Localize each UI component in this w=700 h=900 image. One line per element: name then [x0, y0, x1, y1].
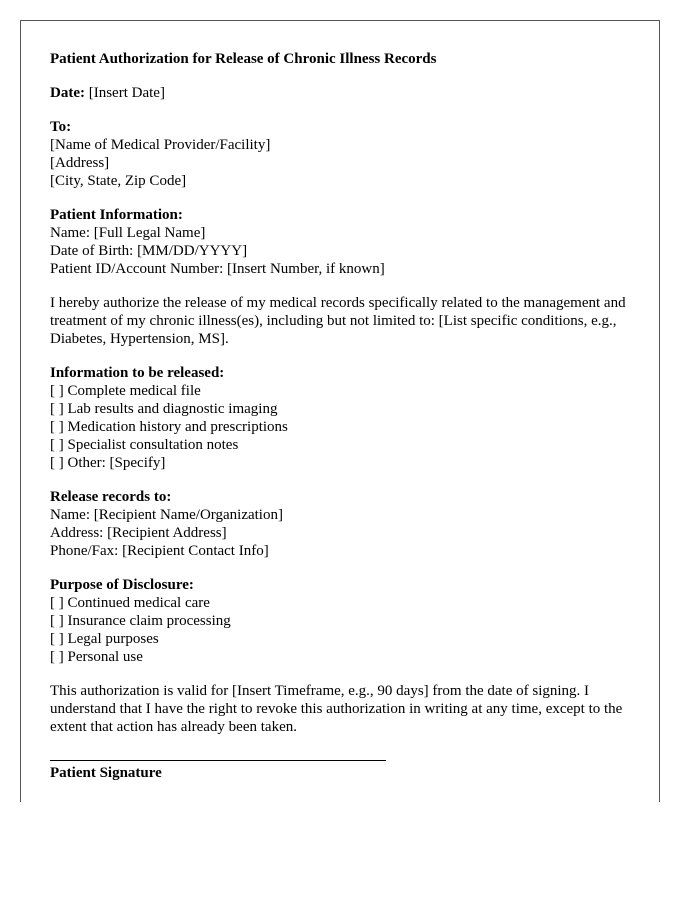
date-section	[50, 84, 640, 102]
information-released-label: Information to be released:	[50, 365, 225, 381]
checkbox-item-legal: [ ] Legal purposes	[50, 631, 159, 647]
date-label: Date:	[50, 85, 85, 101]
checkbox-item-personal: [ ] Personal use	[50, 649, 143, 665]
information-released-section	[50, 364, 640, 472]
checkbox-item-medication-history: [ ] Medication history and prescriptions	[50, 419, 288, 435]
patient-dob-line: Date of Birth: [MM/DD/YYYY]	[50, 243, 248, 259]
purpose-label: Purpose of Disclosure:	[50, 577, 194, 593]
checkbox-item-specialist-notes: [ ] Specialist consultation notes	[50, 437, 239, 453]
date-value: [Insert Date]	[88, 85, 165, 101]
document-page	[20, 20, 660, 802]
checkbox-item-complete-file: [ ] Complete medical file	[50, 383, 201, 399]
purpose-section	[50, 576, 640, 666]
signature-label: Patient Signature	[50, 765, 162, 781]
patient-id-line: Patient ID/Account Number: [Insert Number, if known]	[50, 261, 385, 277]
checkbox-item-lab-results: [ ] Lab results and diagnostic imaging	[50, 401, 278, 417]
validity-paragraph: This authorization is valid for [Insert Timeframe, e.g., 90 days] from the date of signing. I understand that I have the right to revoke this authorization in writing at any time, except to the extent that action has already been taken.	[50, 683, 623, 735]
patient-name-line: Name: [Full Legal Name]	[50, 225, 206, 241]
signature-line	[50, 760, 386, 761]
to-address: [Address]	[50, 155, 110, 171]
checkbox-item-medical-care: [ ] Continued medical care	[50, 595, 210, 611]
checkbox-item-other: [ ] Other: [Specify]	[50, 455, 166, 471]
recipient-name-line: Name: [Recipient Name/Organization]	[50, 507, 283, 523]
to-label: To:	[50, 119, 72, 135]
to-section	[50, 118, 640, 190]
release-to-section	[50, 488, 640, 560]
recipient-address-line: Address: [Recipient Address]	[50, 525, 227, 541]
checkbox-item-insurance: [ ] Insurance claim processing	[50, 613, 231, 629]
patient-info-section	[50, 206, 640, 278]
release-to-label: Release records to:	[50, 489, 172, 505]
authorization-paragraph: I hereby authorize the release of my medical records specifically related to the management and treatment of my chronic illness(es), including but not limited to: [List specific conditions, e.g., Diabetes, Hypertension, MS].	[50, 295, 626, 347]
document-title: Patient Authorization for Release of Chronic Illness Records	[50, 51, 437, 67]
recipient-contact-line: Phone/Fax: [Recipient Contact Info]	[50, 543, 269, 559]
patient-info-label: Patient Information:	[50, 207, 183, 223]
to-city-state-zip: [City, State, Zip Code]	[50, 173, 187, 189]
to-provider-name: [Name of Medical Provider/Facility]	[50, 137, 271, 153]
document-content	[50, 50, 640, 782]
